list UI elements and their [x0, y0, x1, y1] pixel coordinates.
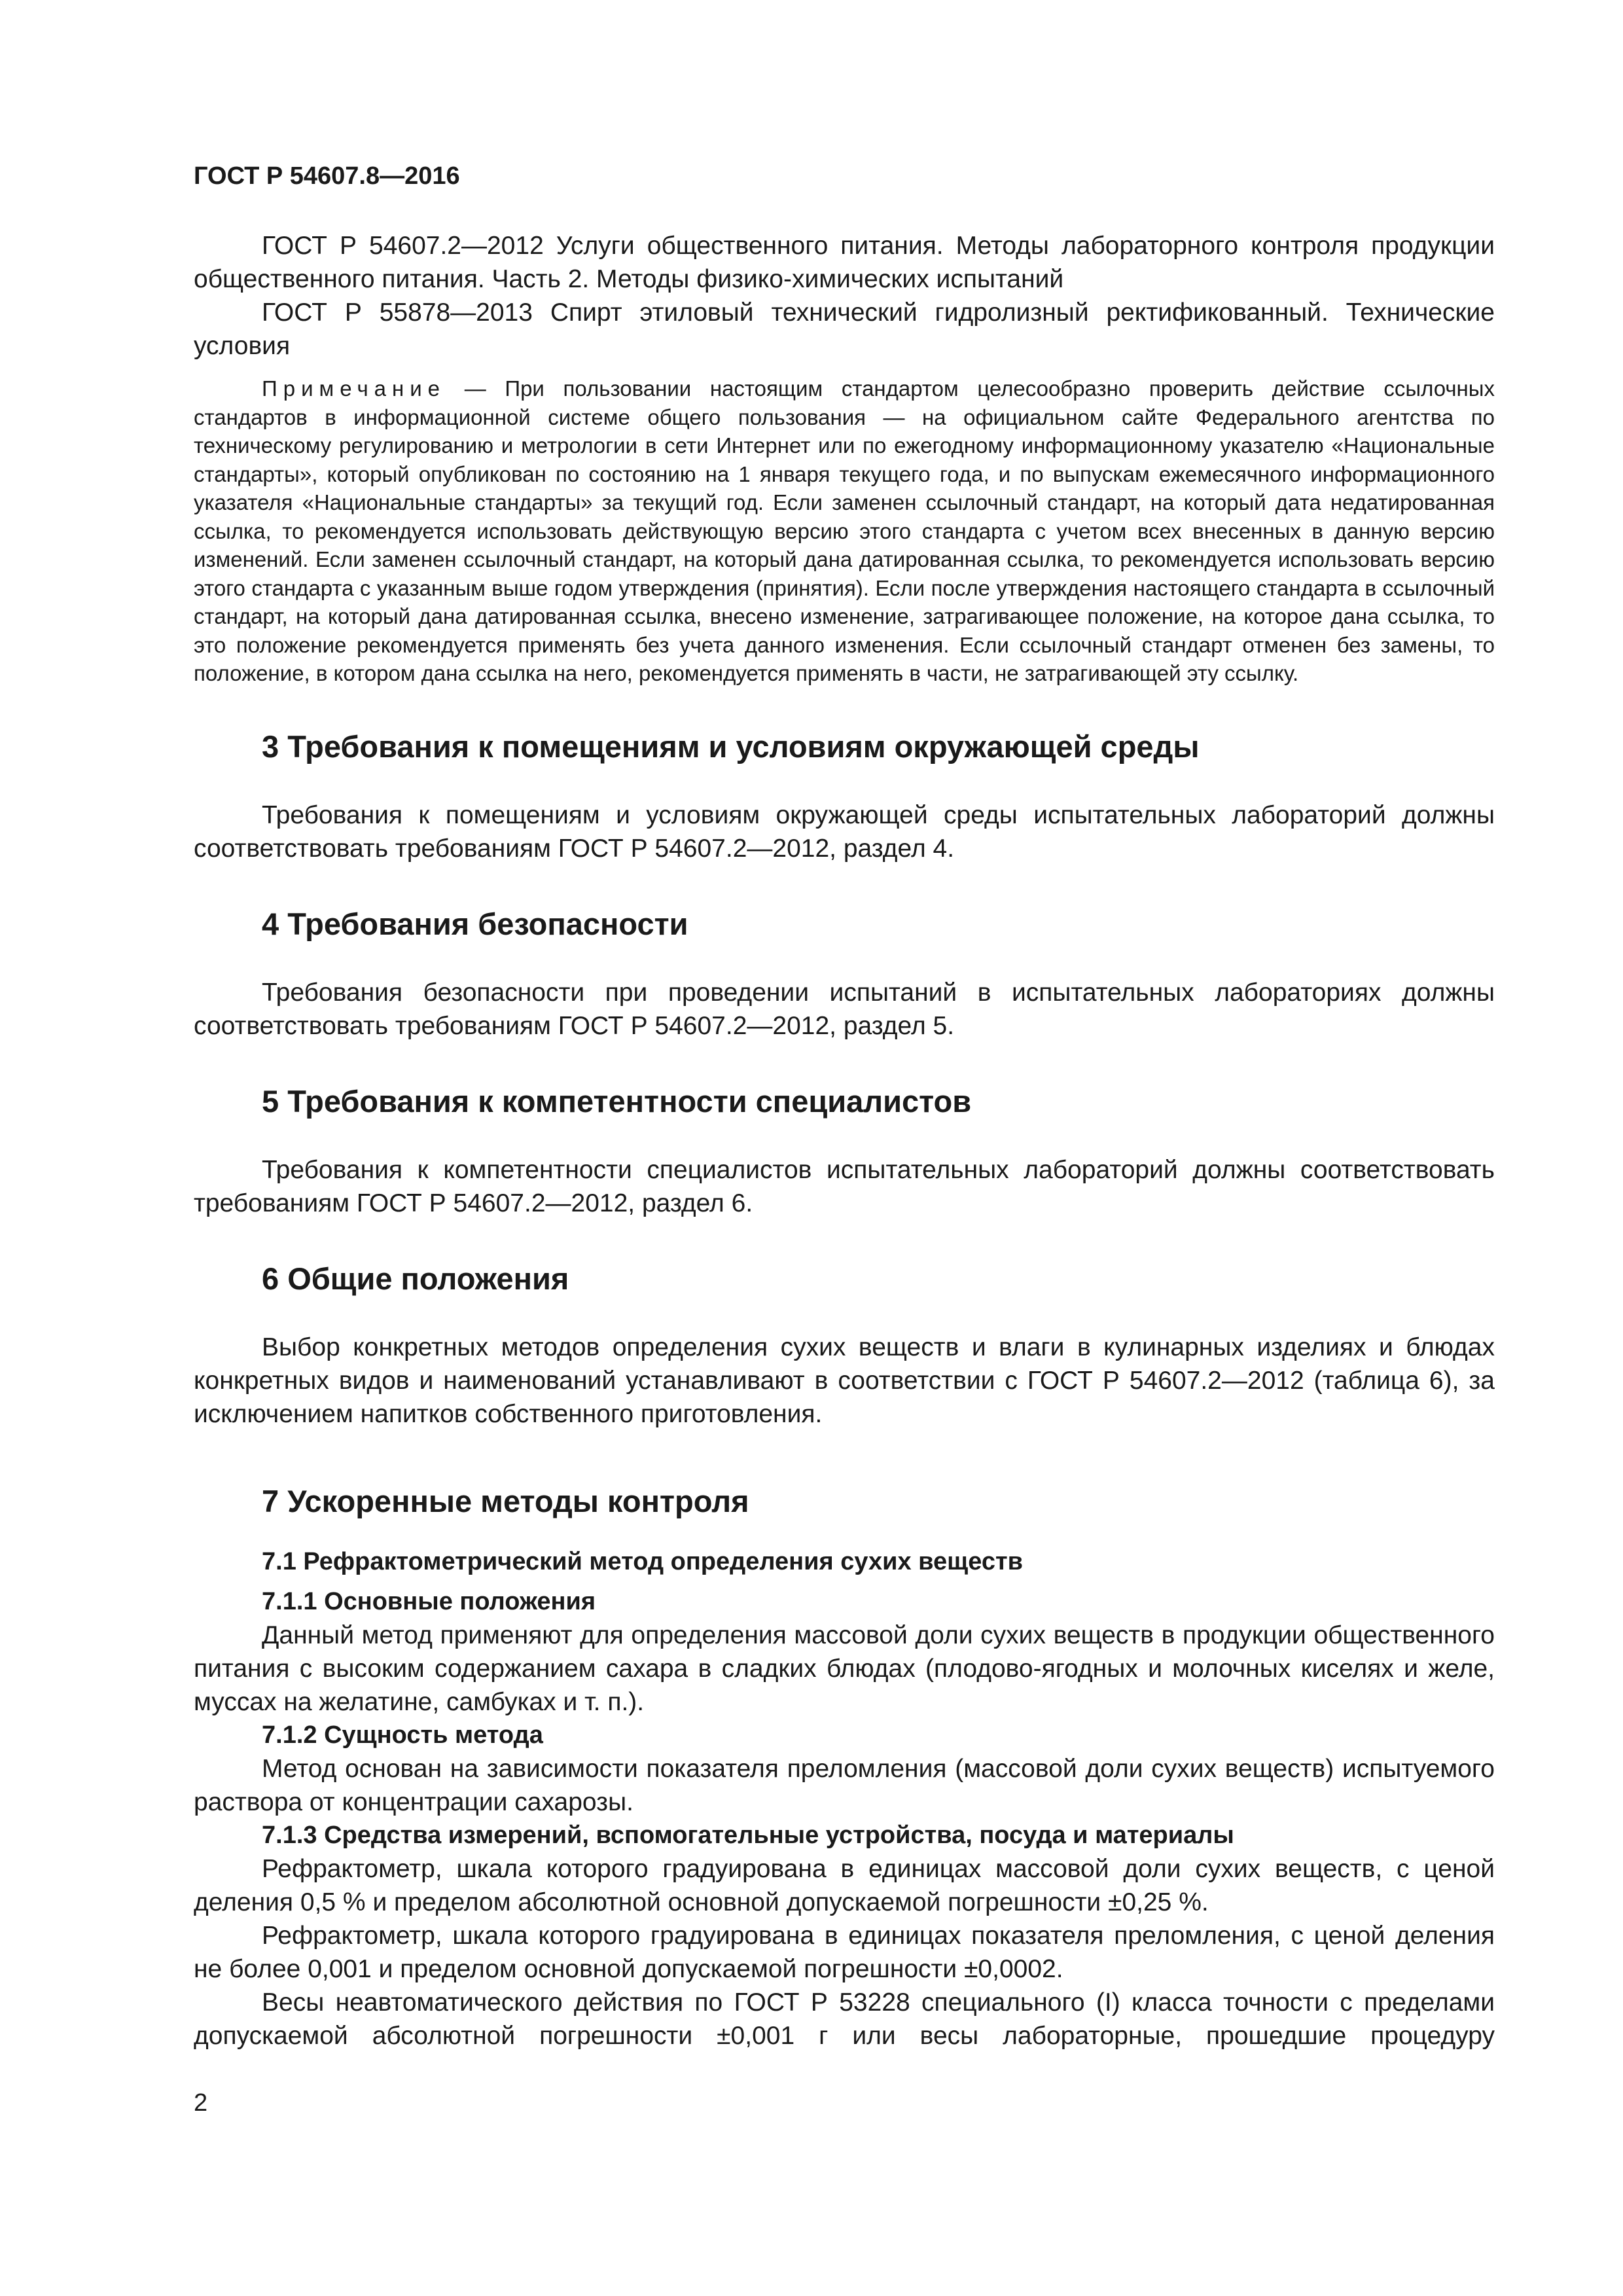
section-heading-4: 4 Требования безопасности: [262, 906, 688, 941]
section-heading-6: 6 Общие положения: [262, 1261, 569, 1296]
section-text-4: Требования безопасности при проведении испытаний в испытательных лабораториях должны соответствовать требованиям ГОСТ Р 54607.2—2012, раздел 5.: [194, 978, 1495, 1040]
subsection-text-7-1-1: Данный метод применяют для определения массовой доли сухих веществ в продукции общественного питания с высоким содержанием сахара в сладких блюдах (плодово-ягодных и молочных киселях и желе, муссах на желатине, самбуках и т. п.).: [194, 1621, 1495, 1716]
reference-item: ГОСТ Р 54607.2—2012 Услуги общественного питания. Методы лабораторного контроля продукции общественного питания. Часть 2. Методы физико-химических испытаний: [194, 232, 1495, 293]
subsection-heading-7-1-3: 7.1.3 Средства измерений, вспомогательные устройства, посуда и материалы: [262, 1821, 1234, 1849]
equipment-item: Весы неавтоматического действия по ГОСТ Р 53228 специального (I) класса точности с пределами допускаемой абсолютной погрешности ±0,001 г или весы лабораторные, прошедшие процедуру: [194, 1988, 1495, 2050]
equipment-item: Рефрактометр, шкала которого градуирована в единицах показателя преломления, с ценой деления не более 0,001 и пределом основной допускаемой погрешности ±0,0002.: [194, 1921, 1495, 1983]
subsection-heading-7-1: 7.1 Рефрактометрический метод определения сухих веществ: [262, 1547, 1023, 1575]
page-number: 2: [194, 2089, 208, 2117]
subsection-text-7-1-2: Метод основан на зависимости показателя преломления (массовой доли сухих веществ) испытуемого раствора от концентрации сахарозы.: [194, 1754, 1495, 1816]
section-text-3: Требования к помещениям и условиям окружающей среды испытательных лабораторий должны соответствовать требованиям ГОСТ Р 54607.2—2012, раздел 4.: [194, 800, 1495, 863]
equipment-item: Рефрактометр, шкала которого градуирована в единицах массовой доли сухих веществ, с ценой деления 0,5 % и пределом абсолютной основной допускаемой погрешности ±0,25 %.: [194, 1854, 1495, 1916]
section-text-6: Выбор конкретных методов определения сухих веществ и влаги в кулинарных изделиях и блюдах конкретных видов и наименований устанавливают в соответствии с ГОСТ Р 54607.2—2012 (таблица 6), за исключением напитков собственного приготовления.: [194, 1333, 1495, 1428]
note-label: Примечание: [262, 376, 446, 401]
subsection-heading-7-1-1: 7.1.1 Основные положения: [262, 1587, 596, 1615]
page-content: [194, 229, 1495, 2053]
section-heading-7: 7 Ускоренные методы контроля: [262, 1483, 749, 1518]
note-text: — При пользовании настоящим стандартом целесообразно проверить действие ссылочных стандартов в информационной системе общего пользования — на официальном сайте Федерального агентства по техническому регулированию и метрологии в сети Интернет или по ежегодному информационному указателю «Национальные стандарты», который опубликован по состоянию на 1 января текущего года, и по выпускам ежемесячного информационного указателя «Национальные стандарты» за текущий год. Если заменен ссылочный стандарт, на который дата недатированная ссылка, то рекомендуется использовать действующую версию этого стандарта с учетом всех внесенных в данную версию изменений. Если заменен ссылочный стандарт, на который дана датированная ссылка, то рекомендуется использовать версию этого стандарта с указанным выше годом утверждения (принятия). Если после утверждения настоящего стандарта в ссылочный стандарт, на который дана датированная ссылка, внесено изменение, затрагивающее положение, на которое дана ссылка, то это положение рекомендуется применять без учета данного изменения. Если ссылочный стандарт отменен без замены, то положение, в котором дана ссылка на него, рекомендуется применять в части, не затрагивающей эту ссылку.: [194, 376, 1495, 685]
subsection-heading-7-1-2: 7.1.2 Сущность метода: [262, 1721, 543, 1749]
section-heading-3: 3 Требования к помещениям и условиям окружающей среды: [262, 728, 1200, 764]
note-paragraph: [194, 374, 1495, 688]
standard-code: ГОСТ Р 54607.8—2016: [194, 162, 460, 190]
section-text-5: Требования к компетентности специалистов испытательных лабораторий должны соответствовать требованиям ГОСТ Р 54607.2—2012, раздел 6.: [194, 1155, 1495, 1217]
section-heading-5: 5 Требования к компетентности специалистов: [262, 1083, 972, 1119]
reference-item: ГОСТ Р 55878—2013 Спирт этиловый технический гидролизный ректификованный. Технические условия: [194, 298, 1495, 360]
